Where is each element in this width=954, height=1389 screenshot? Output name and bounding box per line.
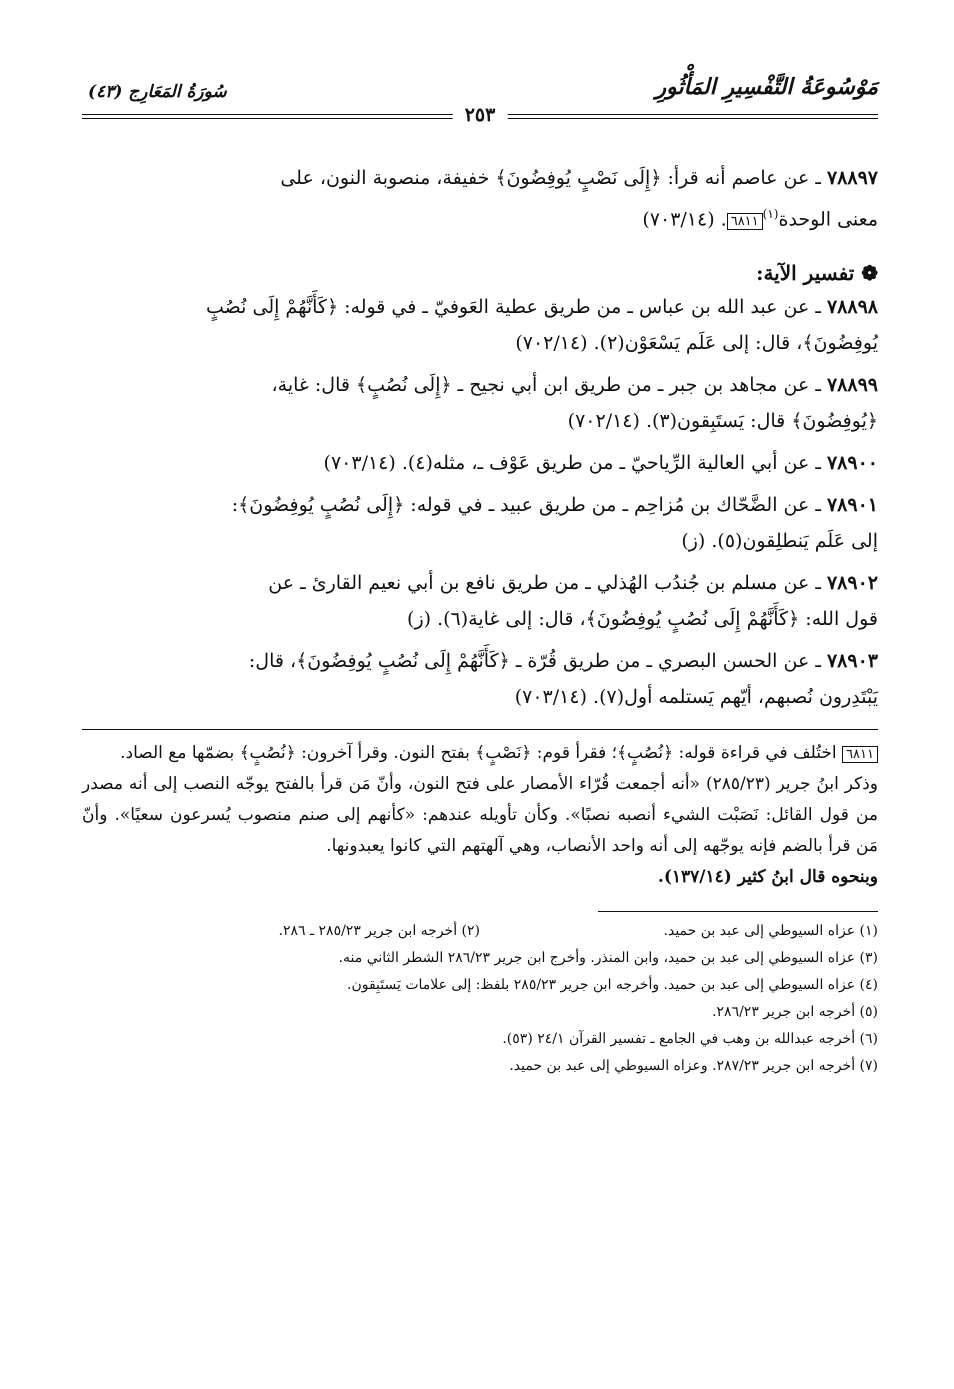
entry-text-2: إلى عَلَم يَنطلِقون(٥). (ز) (681, 530, 878, 553)
entry-number: ٧٨٨٩٧ (826, 167, 878, 189)
entry-number: ٧٨٩٠١ (826, 494, 878, 517)
entry-text-2: يُوفِضُونَ﴾، قال: إلى عَلَم يَسْعَوْن(٢). (٧٠٢/١٤) (515, 332, 878, 355)
entry-text: ـ عن الحسن البصري ـ من طريق قُرّة ـ ﴿كَأَنَّهُمْ إِلَى نُصُبٍ يُوفِضُونَ﴾، قال: (248, 650, 821, 673)
entry-text: ـ عن مسلم بن جُندُب الهُذلي ـ من طريق نافع بن أبي نعيم القارئ ـ عن (268, 572, 821, 595)
entry-text: ـ عن عاصم أنه قرأ: ﴿إِلَى نَصْبٍ يُوفِضُونَ﴾ خفيفة، منصوبة النون، على (280, 167, 821, 189)
commentary-para-1 (82, 738, 878, 769)
commentary-para-2: وذكر ابنُ جرير (٢٨٥/٢٣) «أنه أجمعت قُرّاء الأمصار على فتح النون، وأنّ مَن قرأ بالفتح يوجّه النصب إلى أنه مصدر من قول القائل: نَصَبْت الشيء أنصبه نصبًا». وكأن تأويله عندهم: «كأنهم إلى صنم منصوب يُسرعون سعيًا». وأنّ مَن قرأ بالضم فإنه يوجّهه إلى أنه واحد الأنصاب، وهي آلهتهم التي كانوا يعبدونها. (82, 774, 878, 857)
footnote-5: (٥) أخرجه ابن جرير ٢٨٦/٢٣. (712, 1004, 878, 1021)
book-title: مَوْسُوعَةُ التَّفْسِيرِ المَأْثُورِ (655, 74, 878, 100)
footnote-7: (٧) أخرجه ابن جرير ٢٨٧/٢٣. وعزاه السيوطي إلى عبد بن حميد. (509, 1058, 878, 1075)
footnotes (82, 918, 878, 1080)
entry-78903 (82, 643, 878, 715)
commentary-box-number: ٦٨١١ (842, 746, 878, 763)
entry-number: ٧٨٩٠٠ (826, 452, 878, 475)
entry-text-2: قول الله: ﴿كَأَنَّهُمْ إِلَى نُصُبٍ يُوفِضُونَ﴾، قال: إلى غاية(٦). (ز) (407, 608, 878, 631)
page-header (82, 68, 878, 124)
entry-number: ٧٨٨٩٩ (826, 374, 878, 397)
entry-text-2: ﴿يُوفِضُونَ﴾ قال: يَستَبِقون(٣). (٧٠٢/١٤) (567, 410, 878, 433)
section-title: ❁ تفسير الآية: (756, 261, 878, 286)
entry-text-2: يَبْتَدِرون نُصبهم، أيّهم يَستلمه أول(٧). (٧٠٣/١٤) (514, 686, 878, 709)
entry-text: ـ عن الضَّحّاك بن مُزاحِم ـ من طريق عبيد ـ في قوله: ﴿إِلَى نُصُبٍ يُوفِضُونَ﴾: (231, 494, 821, 517)
footnote-4: (٤) عزاه السيوطي إلى عبد بن حميد. وأخرجه ابن جرير ٢٨٥/٢٣ بلفظ: إلى علامات يَستَبِقون. (347, 977, 878, 994)
footnote-1: (١) عزاه السيوطي إلى عبد بن حميد. (663, 923, 878, 940)
entry-number: ٧٨٩٠٣ (826, 650, 878, 673)
entry-78901 (82, 487, 878, 559)
commentary-block (82, 738, 878, 893)
footnote-ref[interactable]: (١) (762, 207, 779, 221)
page (82, 68, 878, 1080)
entry-text: ـ عن عبد الله بن عباس ـ من طريق عطية العَوفيّ ـ في قوله: ﴿كَأَنَّهُمْ إِلَى نُصُبٍ (206, 296, 821, 319)
entry-number: ٧٨٩٠٢ (826, 572, 878, 595)
entry-text: ـ عن مجاهد بن جبر ـ من طريق ابن أبي نجيح ـ ﴿إِلَى نُصُبٍ﴾ قال: غاية، (271, 374, 821, 397)
footnote-6: (٦) أخرجه عبدالله بن وهب في الجامع ـ تفسير القرآن ٢٤/١ (٥٣). (502, 1031, 878, 1048)
entry-text-2: معنى الوحدة (778, 208, 878, 231)
commentary-ref-box[interactable]: ٦٨١١ (727, 213, 763, 230)
entry-number: ٧٨٨٩٨ (826, 296, 878, 319)
entry-78899 (82, 367, 878, 439)
surah-name: سُورَةُ المَعَارِج (٤٣) (88, 82, 227, 102)
footnote-row-1-2 (82, 918, 878, 945)
commentary-para-3: وبنحوه قال ابنُ كثير (١٣٧/١٤). (657, 867, 878, 888)
commentary-separator (82, 729, 878, 730)
entry-78902 (82, 565, 878, 637)
footnote-2: (٢) أخرجه ابن جرير ٢٨٥/٢٣ ـ ٢٨٦. (278, 923, 480, 940)
page-number: ٢٥٣ (453, 104, 508, 126)
footnote-3: (٣) عزاه السيوطي إلى عبد بن حميد، وابن المنذر. وأخرج ابن جرير ٢٨٦/٢٣ الشطر الثاني منه. (338, 950, 878, 967)
footnotes-separator (598, 911, 878, 912)
entry-78900 (82, 445, 878, 481)
entry-source: . (٧٠٣/١٤) (642, 208, 727, 231)
entry-78898 (82, 289, 878, 361)
entry-text: ـ عن أبي العالية الرِّياحيّ ـ من طريق عَوْف ـ، مثله(٤). (٧٠٣/١٤) (323, 452, 821, 475)
entry-78897 (82, 160, 878, 237)
commentary-text: اختُلف في قراءة قوله: ﴿نُصُبٍ﴾؛ فقرأ قوم: ﴿نَصْبٍ﴾ بفتح النون. وقرأ آخرون: ﴿نُصُبٍ﴾ بضمّها مع الصاد. (120, 743, 837, 764)
